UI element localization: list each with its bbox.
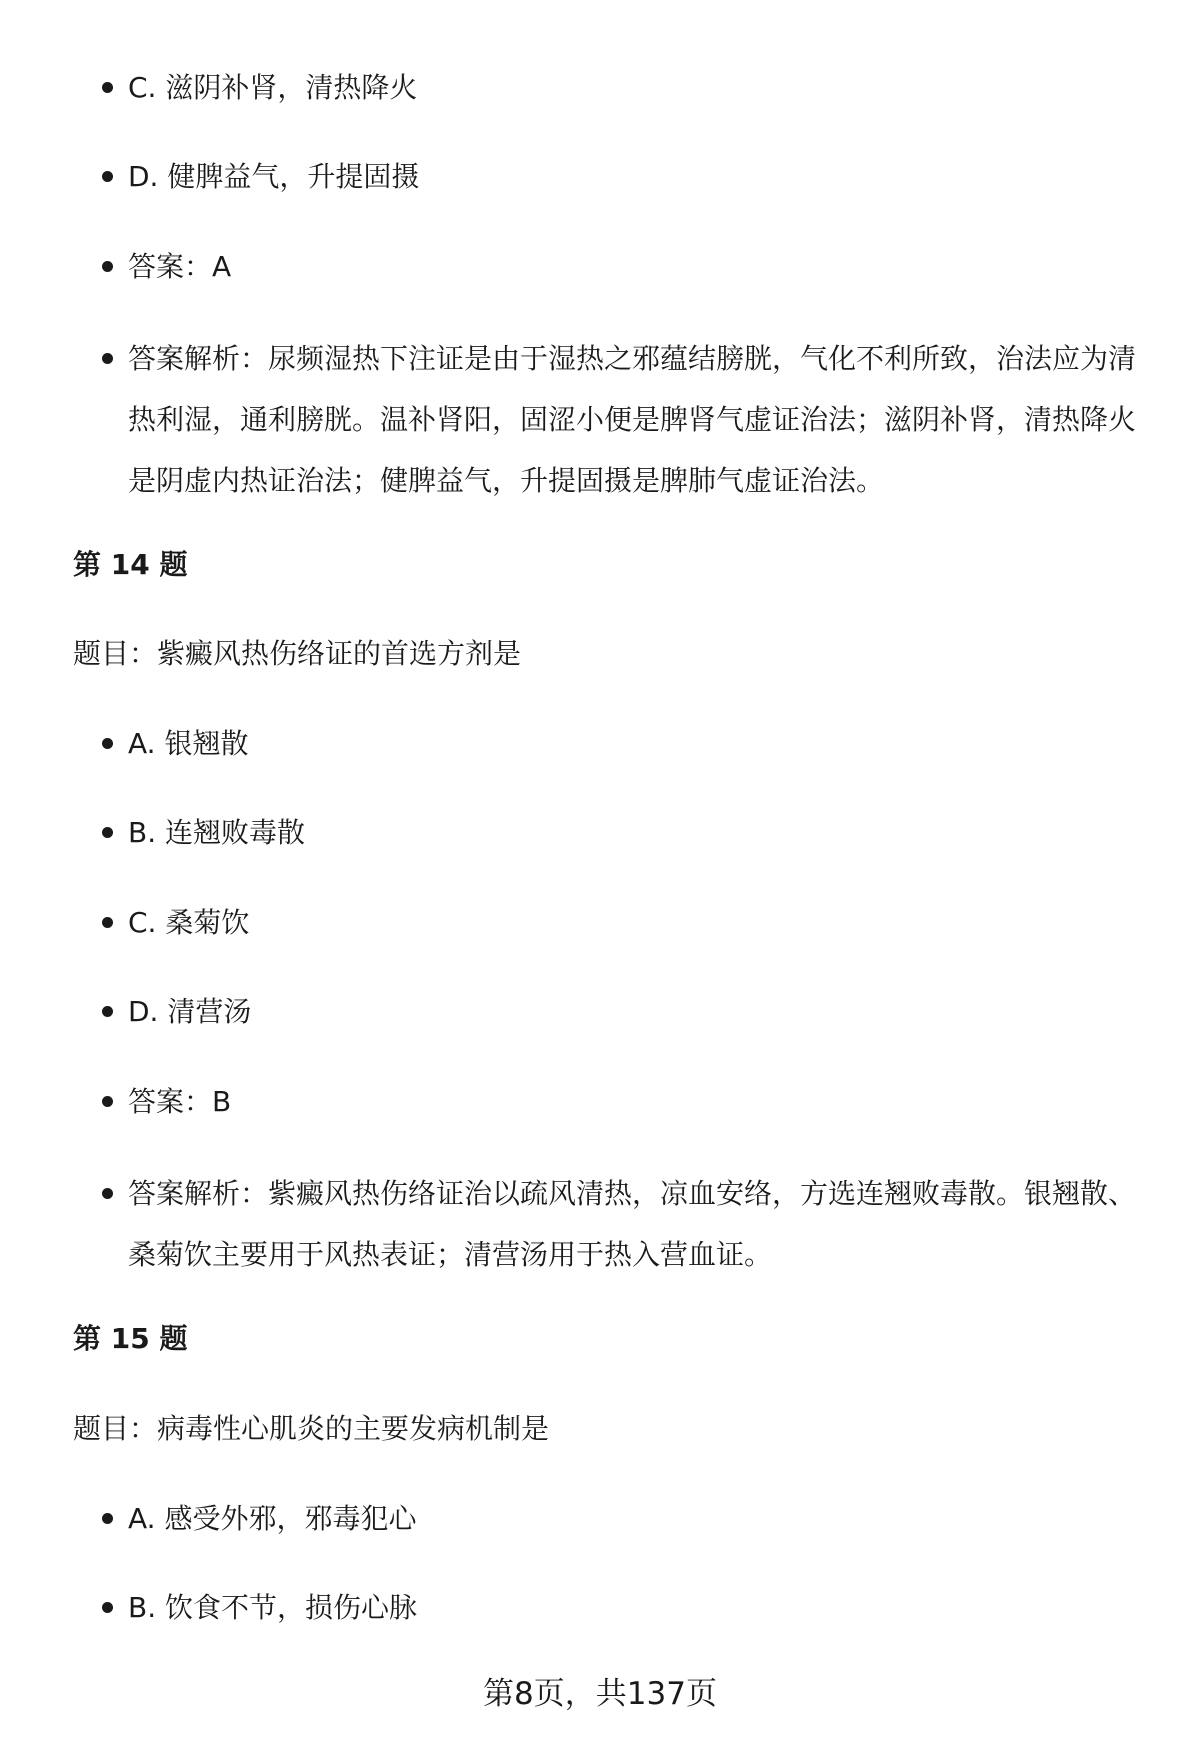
question-heading: 第 15 题	[73, 1322, 188, 1355]
answer-analysis: 答案解析：紫癜风热伤络证治以疏风清热，凉血安络，方选连翘败毒散。银翘散、桑菊饮主要用于风热表证；清营汤用于热入营血证。	[128, 1163, 1143, 1285]
answer-analysis: 答案解析：尿频湿热下注证是由于湿热之邪蕴结膀胱，气化不利所致，治法应为清热利湿，通利膀胱。温补肾阳，固涩小便是脾肾气虚证治法；滋阴补肾，清热降火是阴虚内热证治法；健脾益气，升提固摄是脾肺气虚证治法。	[128, 328, 1143, 511]
answer: 答案：A	[128, 236, 1143, 297]
option-d: D. 清营汤	[128, 981, 1143, 1042]
option-a: A. 银翘散	[128, 713, 1143, 774]
page-number-footer: 第8页，共137页	[483, 1676, 717, 1712]
option-a: A. 感受外邪，邪毒犯心	[128, 1488, 1143, 1549]
question-stem: 题目：紫癜风热伤络证的首选方剂是	[73, 637, 522, 670]
answer: 答案：B	[128, 1071, 1143, 1132]
question-heading: 第 14 题	[73, 548, 188, 581]
option-b: B. 连翘败毒散	[128, 802, 1143, 863]
question-stem: 题目：病毒性心肌炎的主要发病机制是	[73, 1412, 550, 1445]
option-d: D. 健脾益气，升提固摄	[128, 146, 1143, 207]
option-b: B. 饮食不节，损伤心脉	[128, 1577, 1143, 1638]
option-c: C. 滋阴补肾，清热降火	[128, 57, 1143, 118]
option-c: C. 桑菊饮	[128, 892, 1143, 953]
